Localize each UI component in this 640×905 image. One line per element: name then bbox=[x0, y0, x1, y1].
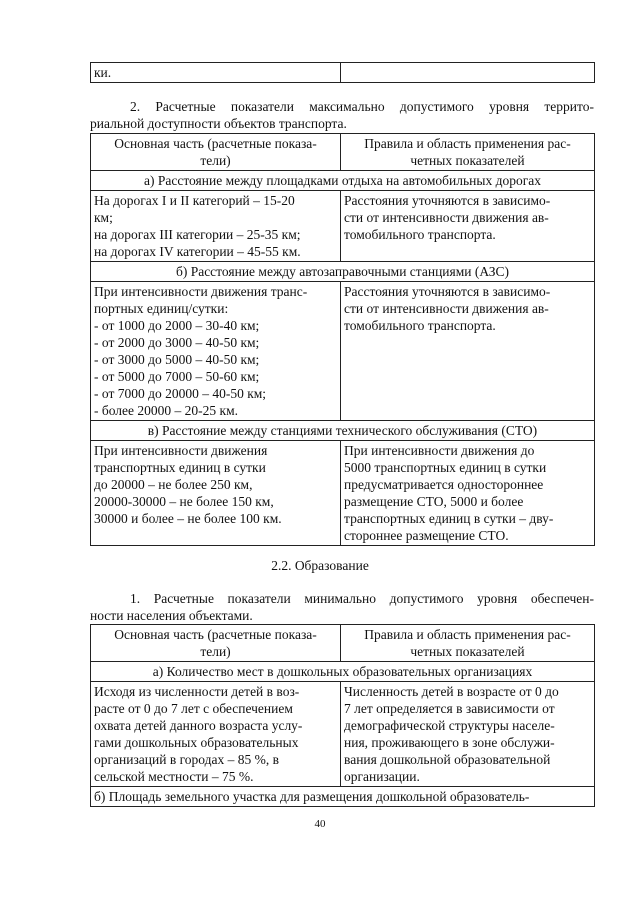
section-title: а) Количество мест в дошкольных образовательных организациях bbox=[91, 662, 595, 682]
column-header-rules: Правила и область применения рас- четных показателей bbox=[341, 625, 595, 662]
table-header-row bbox=[91, 625, 595, 662]
page-number: 40 bbox=[314, 818, 326, 830]
section-title: а) Расстояние между площадками отдыха на автомобильных дорогах bbox=[91, 171, 595, 191]
education-table bbox=[90, 624, 595, 807]
paragraph-line: ности населения объектами. bbox=[90, 608, 253, 623]
column-header-main: Основная часть (расчетные показа- тели) bbox=[91, 625, 341, 662]
table-row bbox=[91, 682, 595, 787]
section-title: в) Расстояние между станциями технического обслуживания (СТО) bbox=[91, 421, 595, 441]
section-row bbox=[91, 662, 595, 682]
paragraph-line: 2. Расчетные показатели максимально допустимого уровня террито- bbox=[130, 99, 594, 114]
main-cell: Исходя из численности детей в воз- расте от 0 до 7 лет с обеспечением охвата детей данного возраста услу- гами дошкольных образовательных организаций в городах – 85 %, в сельской местности – 75 %. bbox=[91, 682, 341, 787]
transport-intro bbox=[90, 98, 594, 132]
rules-cell: Численность детей в возрасте от 0 до 7 лет определяется в зависимости от демографической структуры населе- ния, проживающего в зоне обслужи- вания дошкольной образовательной организации. bbox=[341, 682, 595, 787]
paragraph-line: 1. Расчетные показатели минимально допустимого уровня обеспечен- bbox=[130, 591, 594, 606]
section-heading: 2.2. Образование bbox=[271, 558, 369, 573]
main-cell: При интенсивности движения транс- портных единиц/сутки: - от 1000 до 2000 – 30-40 км; - от 2000 до 3000 – 40-50 км; - от 3000 до 5000 – 40-50 км; - от 5000 до 7000 – 50-60 км; - от 7000 до 20000 – 40-50 км; - более 20000 – 20-25 км. bbox=[91, 282, 341, 421]
table-row bbox=[91, 441, 595, 546]
rules-cell: Расстояния уточняются в зависимо- сти от интенсивности движения ав- томобильного транспорта. bbox=[341, 282, 595, 421]
column-header-main: Основная часть (расчетные показа- тели) bbox=[91, 134, 341, 171]
section-row bbox=[91, 421, 595, 441]
section-title: б) Расстояние между автозаправочными станциями (АЗС) bbox=[91, 262, 595, 282]
transport-table bbox=[90, 133, 595, 546]
section-row bbox=[91, 171, 595, 191]
section-title: б) Площадь земельного участка для размещения дошкольной образователь- bbox=[91, 787, 595, 807]
section-row bbox=[91, 262, 595, 282]
table-row bbox=[91, 282, 595, 421]
table-cell: ки. bbox=[91, 63, 341, 83]
column-header-rules: Правила и область применения рас- четных показателей bbox=[341, 134, 595, 171]
table-row bbox=[91, 191, 595, 262]
table-row bbox=[91, 63, 595, 83]
paragraph-line: риальной доступности объектов транспорта. bbox=[90, 116, 347, 131]
table-cell bbox=[341, 63, 595, 83]
rules-cell: Расстояния уточняются в зависимо- сти от интенсивности движения ав- томобильного транспорта. bbox=[341, 191, 595, 262]
education-intro bbox=[90, 590, 594, 624]
continuation-table bbox=[90, 62, 595, 83]
main-cell: На дорогах I и II категорий – 15-20 км; на дорогах III категории – 25-35 км; на дорогах IV категории – 45-55 км. bbox=[91, 191, 341, 262]
main-cell: При интенсивности движения транспортных единиц в сутки до 20000 – не более 250 км, 20000-30000 – не более 150 км, 30000 и более – не более 100 км. bbox=[91, 441, 341, 546]
section-row bbox=[91, 787, 595, 807]
rules-cell: При интенсивности движения до 5000 транспортных единиц в сутки предусматривается одностороннее размещение СТО, 5000 и более транспортных единиц в сутки – дву- стороннее размещение СТО. bbox=[341, 441, 595, 546]
table-header-row bbox=[91, 134, 595, 171]
